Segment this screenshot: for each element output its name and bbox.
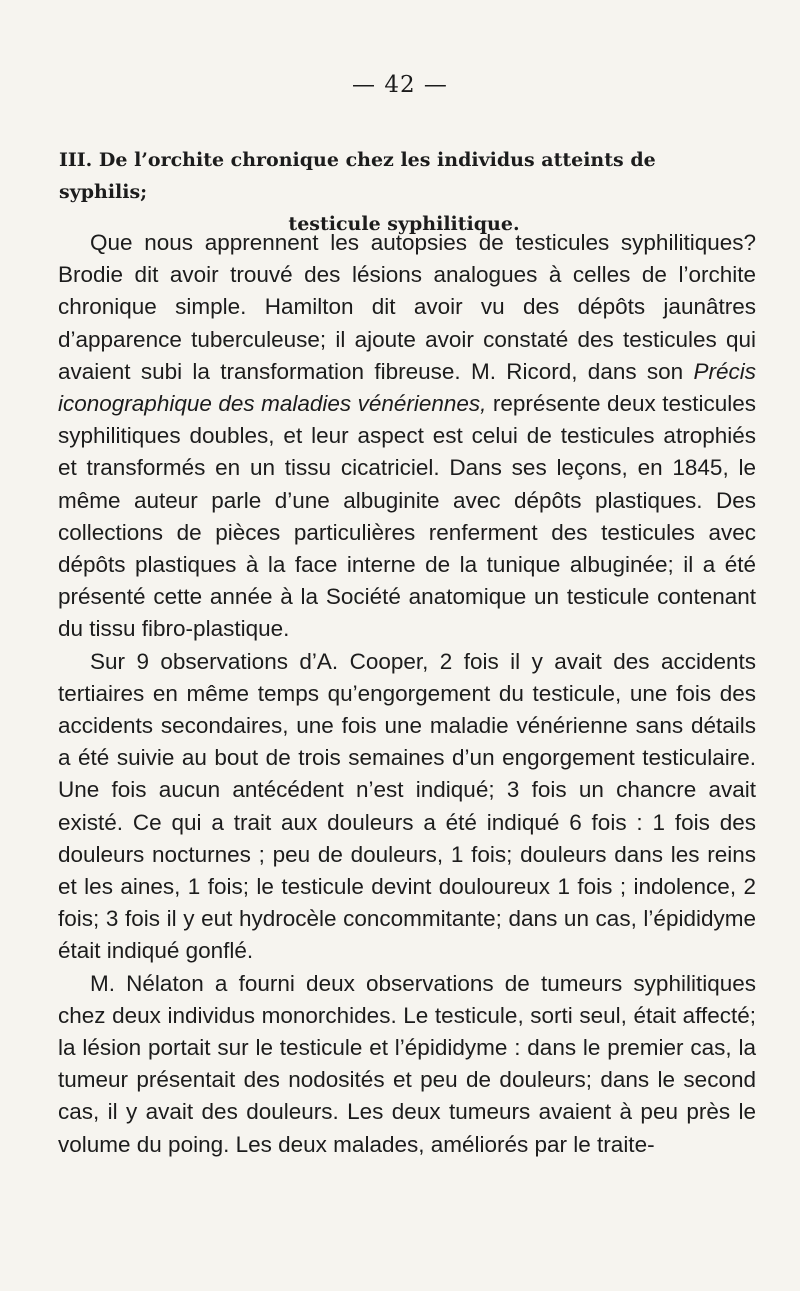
paragraph-cooper-observations: Sur 9 observations d’A. Cooper, 2 fois il y avait des accidents tertiaires en même temps qu’engorgement du testicule, une fois des accidents secondaires, une fois une maladie vénérienne sans détails a été suivie au bout de trois semaines d’un engorgement testiculaire. Une fois aucun antécédent n’est indiqué; 3 fois un chancre avait existé. Ce qui a trait aux douleurs a été indiqué 6 fois : 1 fois des douleurs nocturnes ; peu de douleurs, 1 fois; douleurs dans les reins et les aines, 1 fois; le testicule devint douloureux 1 fois ; indolence, 2 fois; 3 fois il y eut hydrocèle concommitante; dans un cas, l’épididyme était indiqué gonflé. xyxy=(58,648,756,964)
paragraph-autopsies-text-2: représente deux testicules syphilitiques doubles, et leur aspect est celui de testicules atrophiés et transformés en un tissu cicatriciel. Dans ses leçons, en 1845, le même auteur parle d’une albuginite avec dépôts plastiques. Des collections de pièces particulières renferment des testicules avec dépôts plastiques à la face interne de la tunique albuginée; il a été présenté cette année à la Société anatomique un testicule contenant du tissu fibro-plastique. xyxy=(58,391,756,642)
section-heading-line2: testicule syphilitique. xyxy=(288,213,520,235)
paragraph-nelaton-observations: M. Nélaton a fourni deux observations de tumeurs syphilitiques chez deux individus monorchides. Le testicule, sorti seul, était affecté; la lésion portait sur le testicule et l’épididyme : dans le premier cas, la tumeur présentait des nodosités et peu de douleurs; dans le second cas, il y avait des douleurs. Les deux tumeurs avaient à peu près le volume du poing. Les deux malades, améliorés par le traite- xyxy=(58,970,756,1157)
paragraph-autopsies xyxy=(58,227,756,646)
section-heading xyxy=(59,144,749,240)
body-text xyxy=(58,227,756,1161)
paragraph-autopsies-text-1: Que nous apprennent les autopsies de testicules syphilitiques? Brodie dit avoir trouvé des lésions analogues à celles de l’orchite chronique simple. Hamilton dit avoir vu des dépôts jaunâtres d’apparence tuberculeuse; il ajoute avoir constaté des testicules qui avaient subi la transformation fibreuse. M. Ricord, dans son xyxy=(58,230,756,384)
section-heading-line1: III. De l’orchite chronique chez les individus atteints de syphilis; xyxy=(59,149,656,203)
page-number: — 42 — xyxy=(352,72,448,98)
book-title: Précis iconographique des maladies vénériennes, xyxy=(58,358,756,417)
